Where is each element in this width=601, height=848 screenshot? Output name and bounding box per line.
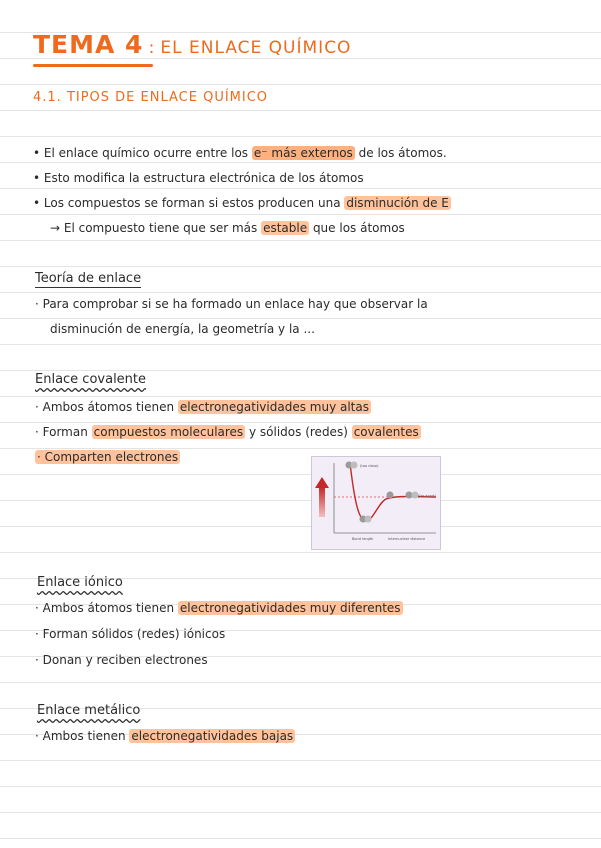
teoria-line-1: · Para comprobar si se ha formado un enlace hay que observar la [35,297,428,311]
potential-energy-diagram [311,456,441,550]
text: · Ambos tienen [35,729,130,743]
title-main: TEMA 4 [33,30,144,59]
text: • El enlace químico ocurre entre los [33,146,252,160]
label-left: (too close) [360,464,379,468]
text: que los átomos [309,221,405,235]
potential-curve [350,463,436,521]
atom-pair-mid [387,492,394,499]
metalico-line-1 [35,729,295,743]
label-bond-length: Bond length [352,537,374,541]
energy-arrow-shaft [319,487,325,517]
text: de los átomos. [354,146,447,160]
text: · Ambos átomos tienen [35,601,178,615]
heading-covalente: Enlace covalente [35,372,147,387]
highlight: electronegatividades muy altas [179,400,369,414]
heading-metalico: Enlace metálico [37,703,141,718]
section-subtitle: 4.1. TIPOS DE ENLACE QUÍMICO [33,90,269,105]
energy-arrow-head [315,477,329,488]
ionico-line-1 [35,601,403,615]
highlight: · Comparten electrones [37,450,179,464]
teoria-line-2: disminución de energía, la geometría y la ... [50,322,315,336]
highlight: electronegatividades muy diferentes [179,601,401,615]
diagram-svg [312,457,440,549]
heading-ionico: Enlace iónico [37,575,123,590]
intro-line-4 [50,221,405,235]
text: · Ambos átomos tienen [35,400,178,414]
label-distance: Internuclear distance [388,537,426,541]
highlight: electronegatividades bajas [131,729,294,743]
text: y sólidos (redes) [245,425,352,439]
title-underline [33,64,153,67]
text: · Forman [35,425,92,439]
label-far: (far apart) [418,494,436,498]
text: → El compuesto tiene que ser más [50,221,262,235]
covalente-line-2 [35,425,421,439]
intro-line-2: • Esto modifica la estructura electrónica de los átomos [33,171,364,185]
title-sub: EL ENLACE QUÍMICO [160,38,352,58]
ionico-line-2: · Forman sólidos (redes) iónicos [35,627,226,641]
intro-line-1 [33,146,447,160]
atom-pair-right [406,492,419,499]
atom-pair-left [346,462,358,469]
highlight: covalentes [353,425,419,439]
intro-line-3 [33,196,451,210]
highlight: estable [263,221,308,235]
highlight: compuestos moleculares [93,425,244,439]
page-title [33,30,351,59]
ionico-line-3: · Donan y reciben electrones [35,653,208,667]
covalente-line-1 [35,400,371,414]
highlight: e⁻ más externos [253,146,353,160]
heading-teoria: Teoría de enlace [35,271,142,286]
title-separator: : [148,38,156,58]
text: • Los compuestos se forman si estos producen una [33,196,345,210]
highlight: disminución de E [346,196,449,210]
covalente-line-3 [35,450,180,464]
